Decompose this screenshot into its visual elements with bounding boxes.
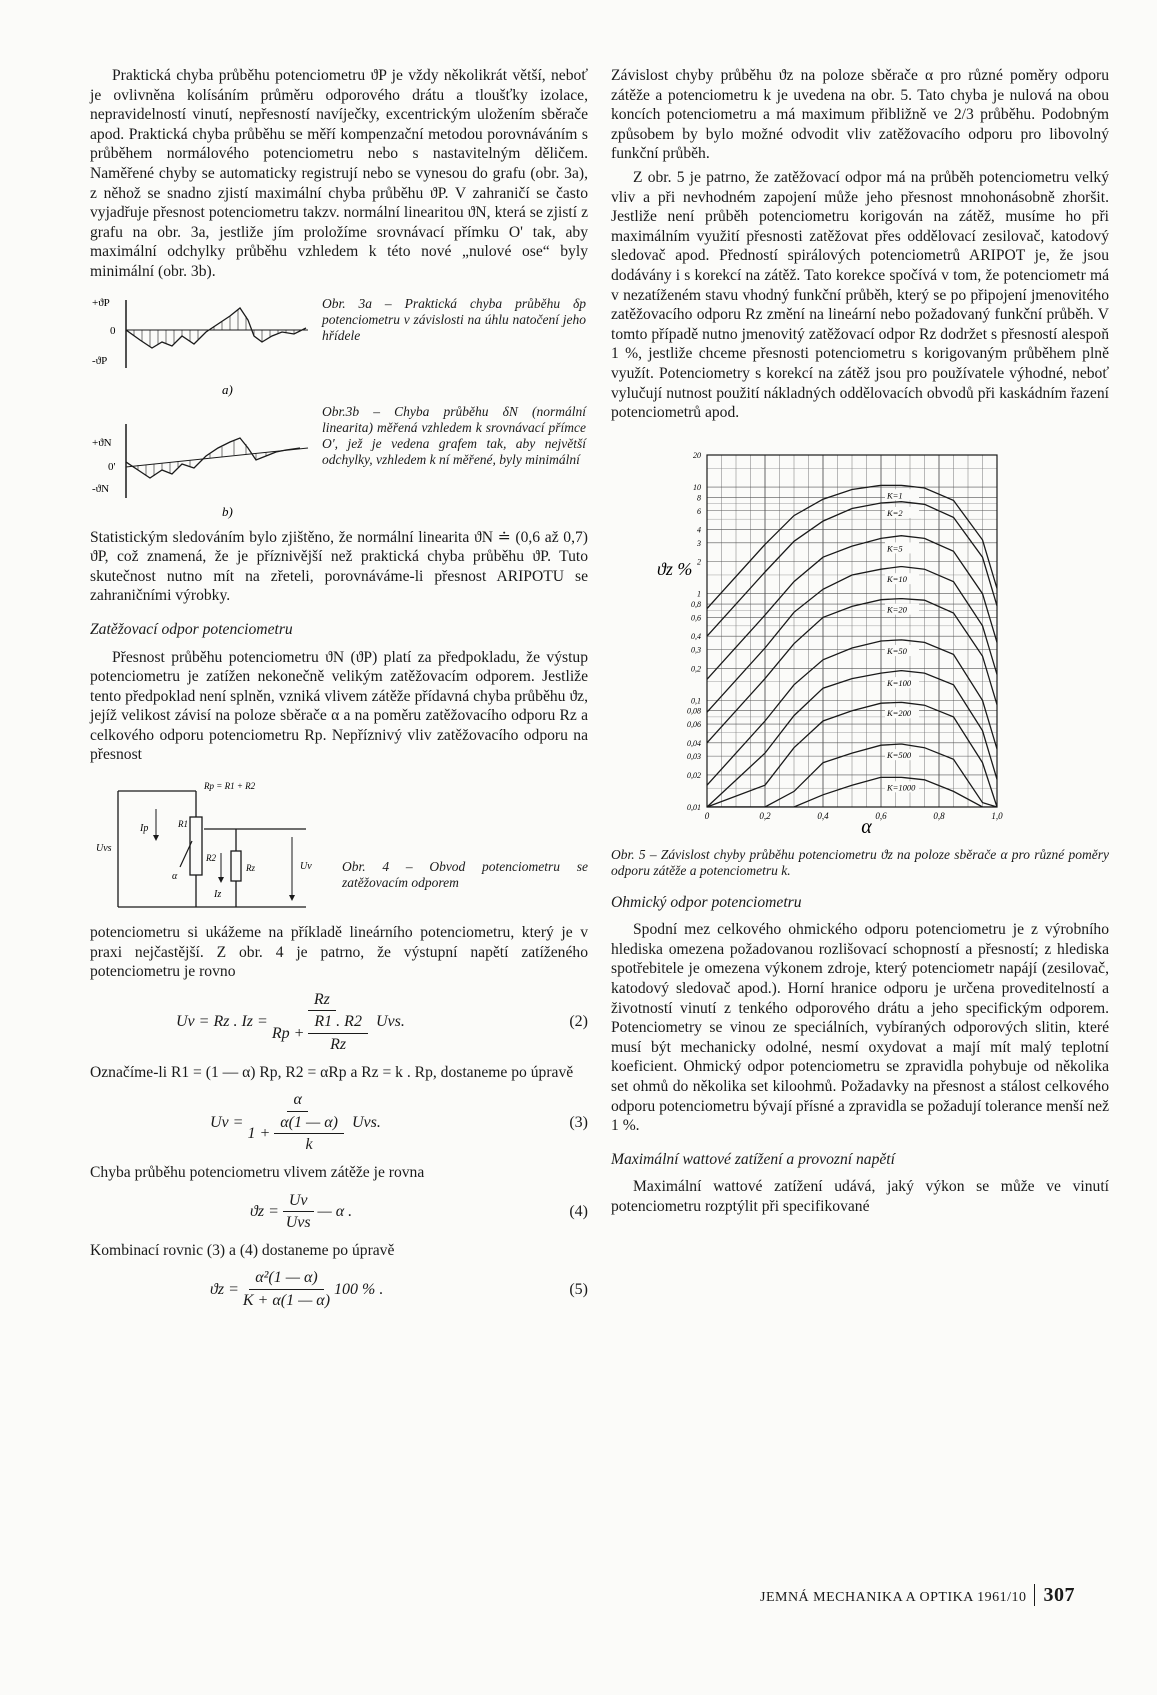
y-tick-label: 4 — [697, 525, 701, 535]
eq3-lhs: Uv = — [210, 1113, 244, 1131]
eq4-rhs: — α . — [317, 1202, 353, 1220]
curve-label: K=50 — [887, 645, 907, 656]
curve-label: K=20 — [887, 604, 907, 615]
y-tick-label: 0,04 — [687, 738, 701, 748]
equation-3 — [90, 1090, 588, 1155]
eq3-number: (3) — [569, 1113, 588, 1131]
section-heading: Maximální wattové zatížení a provozní napětí — [611, 1150, 895, 1168]
y-tick-label: 0,1 — [691, 696, 701, 706]
eq3-numerator: α — [287, 1090, 307, 1112]
curve-label: K=1000 — [887, 781, 916, 792]
curve-label: K=200 — [887, 707, 912, 718]
paragraph: Označíme-li R1 = (1 — α) Rp, R2 = αRp a Rz = k . Rp, dostaneme po úpravě — [90, 1063, 574, 1081]
paragraph: Z obr. 5 je patrno, že zatěžovací odpor má na průběh potenciometru velký vliv a při nevhodném zapojení může jeho přesnost mnohonásobně zhoršit. Jestliže není průběh potenciometru korigován na zátěž, musíme ho při maximálním využití přesnosti zatěžovat přes oddělovací zesilovač, katodový sledovač apod. Předností spirálových potenciometrů ARIPOT je, že jsou dodávány i s korekcí na zátěž. Tato korekce spočívá v tom, že potenciometr má v nezatíženém stavu vhodný funkční průběh, který se po připojení jmenovitého zatěžovacího odporu Rz změní na lineární nebo požadovaný funkční průběh. V tomto případě nutno jmenovitý zatěžovací odpor Rz dodržet s přesností alespoň 1 %, jestliže chceme přesnosti potenciometru s korigovaným průběhem plně využít. Potenciometry s korekcí na zátěž jsou pro používatele výhodné, neboť vylučují nutnost použití nákladných oddělovacích obvodů při kaskádním řazení potenciometrů apod. — [611, 168, 1109, 422]
eq5-numerator: α²(1 — α) — [249, 1268, 323, 1290]
fig3a-bottom-label: -ϑP — [92, 354, 108, 367]
equation-4 — [90, 1191, 588, 1233]
y-tick-label: 0,6 — [691, 613, 701, 623]
section-heading: Ohmický odpor potenciometru — [611, 893, 802, 911]
paragraph: potenciometru si ukážeme na příkladě lineárního potenciometru, který je v praxi nejčastější. Z obr. 4 je patrno, že výstupní napětí zatíženého potenciometru je rovno — [90, 924, 588, 981]
x-tick-label: 0 — [704, 810, 710, 821]
y-tick-label: 0,3 — [691, 645, 701, 655]
fig4-iz-label: Iz — [214, 889, 222, 901]
curve-label: K=100 — [887, 677, 912, 688]
curve-label: K=5 — [887, 543, 903, 554]
right-column — [611, 66, 1109, 1221]
y-tick-label: 2 — [697, 557, 701, 567]
paragraph: Přesnost průběhu potenciometru ϑN (ϑP) platí za předpokladu, že výstup potenciometru je zatížen nekonečně velikým zatěžovacím odporem. Jestliže tento předpoklad není splněn, vzniká vlivem zátěže přídavná chyba průběhu ϑz, jejíž velikost závisí na poloze sběrače α a na poměru zatěžovacího odporu Rz a celkového odporu potenciometru Rp. Nepříznivý vliv zatěžovacího odporu na přesnost — [90, 648, 588, 764]
y-tick-label: 0,2 — [691, 663, 701, 673]
curve-label: K=2 — [887, 507, 903, 518]
fig3a-sublabel: a) — [222, 381, 233, 397]
fig4-r2-label: R2 — [206, 853, 216, 864]
fig4-caption: Obr. 4 – Obvod potenciometru se zatěžovacím odporem — [342, 859, 588, 891]
eq3-inner-numerator: α(1 — α) — [274, 1113, 344, 1135]
eq4-number: (4) — [569, 1202, 588, 1220]
eq3-fraction — [247, 1090, 347, 1155]
figure-3 — [90, 292, 588, 528]
y-tick-label: 0,4 — [691, 631, 701, 641]
y-tick-label: 0,08 — [687, 706, 701, 716]
paragraph: Statistickým sledováním bylo zjištěno, že normální linearita ϑN ≐ (0,6 až 0,7) ϑP, což znamená, že je příznivější než praktická chyba průběhu ϑP. Tuto skutečnost nutno mít na zřeteli, porovnáváme-li přesnost ARIPOTU se zahraničními výrobky. — [90, 528, 588, 605]
fig3a-caption: Obr. 3a – Praktická chyba průběhu δp potenciometru v závislosti na úhlu natočení jeho hřídele — [322, 295, 586, 343]
eq4-lhs: ϑz = — [250, 1202, 279, 1220]
fig3b-top-label: +ϑN — [92, 436, 112, 449]
eq2-numerator: Rz — [308, 990, 336, 1012]
circuit-diagram — [96, 779, 336, 919]
fig4-ip-label: Ip — [140, 823, 149, 835]
eq3-denominator-a: 1 + — [247, 1125, 271, 1143]
eq5-denominator: K + α(1 — α) — [242, 1291, 331, 1309]
eq5-fraction — [243, 1268, 330, 1310]
eq2-number: (2) — [569, 1013, 588, 1031]
fig3b-caption: Obr.3b – Chyba průběhu δN (normální linearita) měřená vzhledem k srovnávací přímce O', jež je vedena grafem tak, aby největší odchylky, vzhledem k ní měřené, byly minimální — [322, 403, 586, 467]
fig4-rp-label: Rp = R1 + R2 — [204, 781, 256, 792]
equation-5 — [90, 1268, 588, 1310]
x-tick-label: 0,6 — [875, 810, 887, 821]
eq4-numerator: Uv — [283, 1191, 314, 1213]
section-heading: Zatěžovací odpor potenciometru — [90, 620, 293, 638]
paragraph: Spodní mez celkového ohmického odporu potenciometru je z výrobního hlediska omezena požadovanou rozlišovací schopností a přesností; z hlediska spotřebitele je omezena výkonem zdroje, který potenciometr napájí (zesilovač, katodový sledovač apod.). Horní hranice odporu je určena proveditelností a životností vinutí z tenkého odporového drátu a jeho specifickým odporem. Potenciometry se vinou ze speciálních, vybíraných odporových slitin, které musí být mechanicky odolné, nesmí oxydovat a mají mít malý teplotní koeficient. Ohmický odpor potenciometru se zpravidla pohybuje od několika set ohmů do několika set kiloohmů. Požadavky na přesnost a stálost celkového odporu potenciometru bývají přísné a zpravidla se požadují tolerance menší než 1 %. — [611, 921, 1109, 1135]
eq5-number: (5) — [569, 1280, 588, 1298]
curve-label: K=500 — [887, 749, 912, 760]
left-column — [90, 66, 588, 1319]
y-tick-label: 0,03 — [687, 751, 701, 761]
y-tick-label: 6 — [697, 506, 701, 516]
figure-4 — [90, 775, 588, 923]
journal-name: JEMNÁ MECHANIKA A OPTIKA 1961/10 — [760, 1590, 1027, 1605]
x-tick-label: 0,8 — [933, 810, 945, 821]
eq2-fraction — [272, 990, 372, 1055]
y-axis-label: ϑz % — [657, 558, 693, 579]
fig4-r1-label: R1 — [178, 819, 188, 830]
fig3a-top-label: +ϑP — [92, 296, 110, 309]
fig4-rz-label: Rz — [246, 863, 255, 874]
y-tick-label: 20 — [693, 450, 701, 460]
eq3-inner-denominator: k — [305, 1136, 313, 1154]
eq2-inner-numerator: R1 . R2 — [308, 1012, 368, 1034]
figure-5 — [611, 437, 1109, 841]
curve-label: K=10 — [887, 573, 907, 584]
eq2-lhs: Uv = Rz . Iz = — [176, 1013, 268, 1031]
eq5-lhs: ϑz = — [210, 1280, 239, 1298]
page-footer — [760, 1584, 1075, 1607]
curve-label: K=1 — [887, 489, 903, 500]
fig4-alpha-label: α — [172, 871, 178, 883]
y-tick-label: 0,02 — [687, 770, 701, 780]
fig4-uv-label: Uv — [300, 861, 312, 873]
fig3b-bottom-label: -ϑN — [92, 482, 110, 495]
x-tick-label: 0,4 — [817, 810, 829, 821]
y-tick-label: 0,01 — [687, 802, 701, 812]
y-tick-label: 1 — [697, 589, 701, 599]
eq2-rhs: Uvs. — [375, 1013, 405, 1031]
y-tick-label: 8 — [697, 493, 701, 503]
y-tick-label: 0,8 — [691, 599, 701, 609]
fig3b-zero-label: 0' — [108, 460, 116, 473]
x-axis-label: α — [861, 815, 872, 838]
page-number: 307 — [1034, 1584, 1075, 1606]
eq3-rhs: Uvs. — [351, 1113, 381, 1131]
figure-5-chart — [647, 437, 1067, 841]
fig3a-zero-label: 0 — [110, 324, 116, 337]
eq2-inner-denominator: Rz — [330, 1036, 347, 1054]
paragraph: Maximální wattové zatížení udává, jaký výkon se může ve vinutí potenciometru rozptýlit při specifikované — [611, 1178, 1109, 1215]
paragraph: Kombinací rovnic (3) a (4) dostaneme po úpravě — [90, 1241, 395, 1259]
eq4-denominator: Uvs — [285, 1214, 311, 1232]
paragraph: Závislost chyby průběhu ϑz na poloze sběrače α pro různé poměry odporu zátěže a potenciometru k je uvedena na obr. 5. Tato chyba je nulová na obou koncích potenciometru a má maximum přibližně ve 2/3 průběhu. Podobným způsobem by bylo možné odvodit vliv zatěžovacího odporu pro libovolný funkční průběh. — [611, 67, 1109, 163]
eq5-rhs: 100 % . — [334, 1280, 384, 1298]
equation-2 — [90, 990, 588, 1055]
eq4-fraction — [283, 1191, 314, 1233]
paragraph: Praktická chyba průběhu potenciometru ϑP je vždy několikrát větší, neboť je ovlivněna kolísáním průměru odporového drátu a tloušťky izolace, nepravidelností vinutí, nepřesností navíječky, excentrickým uložením sběrače apod. Praktická chyba průběhu se měří kompenzační metodou porovnáváním s průběhem normálového potenciometru nebo s nastavitelným děličem. Naměřené chyby se automaticky registrují nebo se vynesou do grafu (obr. 3a), z něhož se snadno zjistí maximální chyba průběhu ϑP. V zahraničí se často vyjadřuje přesnost potenciometru takzv. normální linearitou ϑN, která se zjistí z grafu na obr. 3a, jestliže jím proložíme srovnávací přímku O' tak, aby maximální odchylky průběhu vzhledem k této nové „nulové ose“ byly minimální (obr. 3b). — [90, 67, 588, 280]
fig4-uvs-label: Uvs — [96, 843, 112, 855]
fig5-caption: Obr. 5 – Závislost chyby průběhu potenciometru ϑz na poloze sběrače α pro různé poměry odporu zátěže a potenciometru k. — [611, 846, 1109, 878]
figure-3-drawing — [90, 292, 320, 528]
y-tick-label: 10 — [693, 482, 701, 492]
y-tick-label: 3 — [697, 538, 701, 548]
eq2-denominator-a: Rp + — [271, 1024, 305, 1042]
x-tick-label: 0,2 — [759, 810, 771, 821]
x-tick-label: 1,0 — [991, 810, 1003, 821]
y-tick-label: 0,06 — [687, 719, 701, 729]
fig3b-sublabel: b) — [222, 503, 233, 519]
paragraph: Chyba průběhu potenciometru vlivem zátěže je rovna — [90, 1164, 425, 1181]
